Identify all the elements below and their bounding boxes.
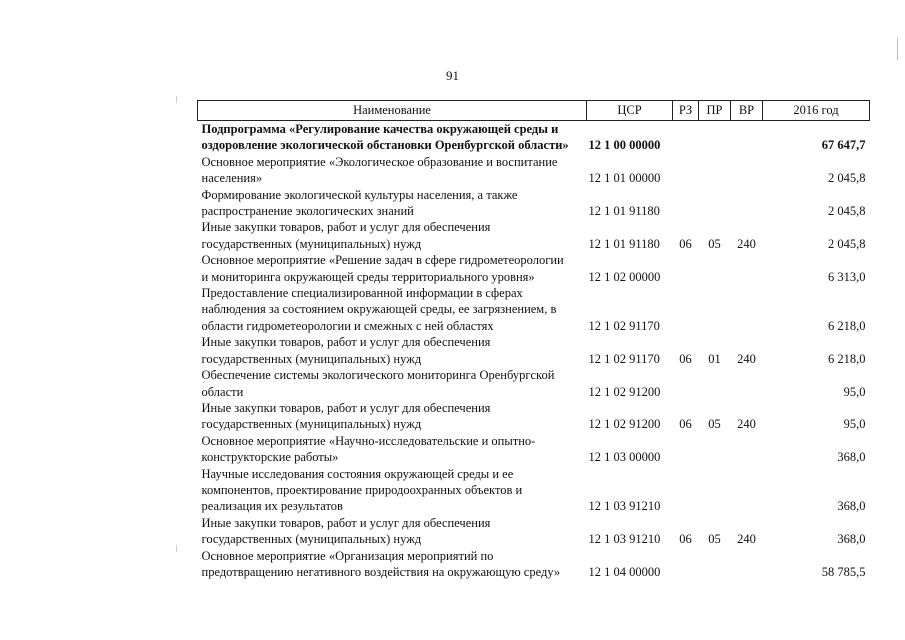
row-name-cell: Иные закупки товаров, работ и услуг для обеспечения государственных (муниципальных) нужд [201,515,491,547]
table-row [198,548,870,581]
row-amount-cell: 2 045,8 [828,236,866,251]
table-row [198,433,870,466]
row-pr-cell: 05 [708,417,721,432]
row-rz-cell [673,285,699,334]
row-amount-cell: 368,0 [837,499,866,514]
row-csr-cell: 12 1 03 00000 [588,450,661,465]
row-name-cell: Научные исследования состояния окружающей среды и ее компонентов, проектирование природоохранных объектов и реализация их результатов [201,466,523,514]
row-rz-cell [673,466,699,515]
row-csr-cell: 12 1 02 00000 [588,269,661,284]
table-row [198,121,870,154]
row-amount-cell: 6 313,0 [828,269,866,284]
row-pr-cell [699,154,731,187]
row-rz-cell [673,548,699,581]
row-vr-cell [731,367,763,400]
row-pr-cell [699,367,731,400]
row-name-cell: Иные закупки товаров, работ и услуг для обеспечения государственных (муниципальных) нужд [201,335,491,366]
row-vr-cell [731,121,763,154]
row-name-cell: Основное мероприятие «Организация мероприятий по предотвращению негативного воздействия на окружающую среду» [201,548,561,579]
row-pr-cell [699,548,731,581]
row-pr-cell: 05 [708,532,721,547]
header-rz: РЗ [673,101,699,121]
row-name-cell: Формирование экологической культуры населения, а также распространение экологических знаний [201,187,518,219]
row-amount-cell: 95,0 [843,384,866,399]
row-vr-cell: 240 [737,351,756,366]
table-row [198,515,870,548]
row-csr-cell: 12 1 03 91210 [588,532,661,547]
row-vr-cell: 240 [737,236,756,251]
row-amount-cell: 6 218,0 [828,318,866,333]
row-csr-cell: 12 1 01 91180 [588,236,660,251]
row-vr-cell [731,433,763,466]
table-row [198,367,870,400]
row-name-cell: Обеспечение системы экологического мониторинга Оренбургской области [201,368,555,399]
row-vr-cell [731,187,763,220]
row-csr-cell: 12 1 03 91210 [588,499,661,514]
row-rz-cell [673,187,699,220]
row-rz-cell [673,433,699,466]
row-amount-cell: 2 045,8 [828,171,866,186]
row-name-cell: Подпрограмма «Регулирование качества окружающей среды и оздоровление экологической обстановки Оренбургской области» [201,122,569,153]
row-name-cell: Иные закупки товаров, работ и услуг для обеспечения государственных (муниципальных) нужд [201,220,491,251]
header-name: Наименование [198,101,587,121]
header-vr: ВР [731,101,763,121]
row-pr-cell [699,285,731,334]
table-row [198,187,870,220]
table-row [198,285,870,334]
table-header [198,101,870,121]
row-pr-cell [699,187,731,220]
budget-table [197,100,870,580]
row-name-cell: Иные закупки товаров, работ и услуг для обеспечения государственных (муниципальных) нужд [201,400,491,432]
row-rz-cell [673,367,699,400]
row-vr-cell: 240 [737,532,756,547]
row-amount-cell: 368,0 [837,450,866,465]
row-pr-cell [699,252,731,285]
row-name-cell: Основное мероприятие «Решение задач в сфере гидрометеорологии и мониторинга окружающей среды территориального уровня» [201,253,564,284]
row-vr-cell [731,154,763,187]
row-rz-cell [673,154,699,187]
scan-side-mark [176,96,177,103]
table-row [198,466,870,515]
row-rz-cell: 06 [679,351,692,366]
table-row [198,400,870,433]
row-csr-cell: 12 1 00 00000 [588,138,661,153]
table-row [198,334,870,367]
row-amount-cell: 368,0 [837,532,866,547]
row-amount-cell: 2 045,8 [828,204,866,219]
row-vr-cell: 240 [737,417,756,432]
row-csr-cell: 12 1 01 00000 [588,171,661,186]
row-amount-cell: 67 647,7 [821,138,866,153]
table-row [198,154,870,187]
row-name-cell: Основное мероприятие «Экологическое образование и воспитание населения» [201,154,558,186]
row-vr-cell [731,252,763,285]
row-rz-cell [673,252,699,285]
row-vr-cell [731,466,763,515]
row-name-cell: Основное мероприятие «Научно-исследовательские и опытно- конструкторские работы» [201,433,536,465]
row-rz-cell: 06 [679,417,692,432]
table-row [198,219,870,252]
header-csr: ЦСР [587,101,673,121]
table-row [198,252,870,285]
row-vr-cell [731,285,763,334]
row-rz-cell [673,121,699,154]
row-pr-cell [699,433,731,466]
row-amount-cell: 95,0 [843,417,866,432]
row-vr-cell [731,548,763,581]
row-pr-cell [699,121,731,154]
row-pr-cell: 05 [708,236,721,251]
row-csr-cell: 12 1 01 91180 [588,204,660,219]
row-csr-cell: 12 1 02 91170 [588,318,660,333]
row-csr-cell: 12 1 02 91200 [588,417,661,432]
row-name-cell: Предоставление специализированной информации в сферах наблюдения за состоянием окружающей среды, ее загрязнением, в области гидрометеорологии и смежных с ней областях [201,286,557,333]
row-csr-cell: 12 1 02 91200 [588,384,661,399]
page-number: 91 [446,68,459,83]
table-body [198,121,870,581]
header-year: 2016 год [763,101,870,121]
row-csr-cell: 12 1 04 00000 [588,564,661,579]
header-pr: ПР [699,101,731,121]
row-rz-cell: 06 [679,532,692,547]
row-rz-cell: 06 [679,236,692,251]
row-amount-cell: 6 218,0 [828,351,866,366]
row-csr-cell: 12 1 02 91170 [588,351,660,366]
row-pr-cell: 01 [708,351,721,366]
scan-side-mark [176,545,177,552]
row-amount-cell: 58 785,5 [821,564,866,579]
scan-edge-mark [897,38,898,60]
row-pr-cell [699,466,731,515]
